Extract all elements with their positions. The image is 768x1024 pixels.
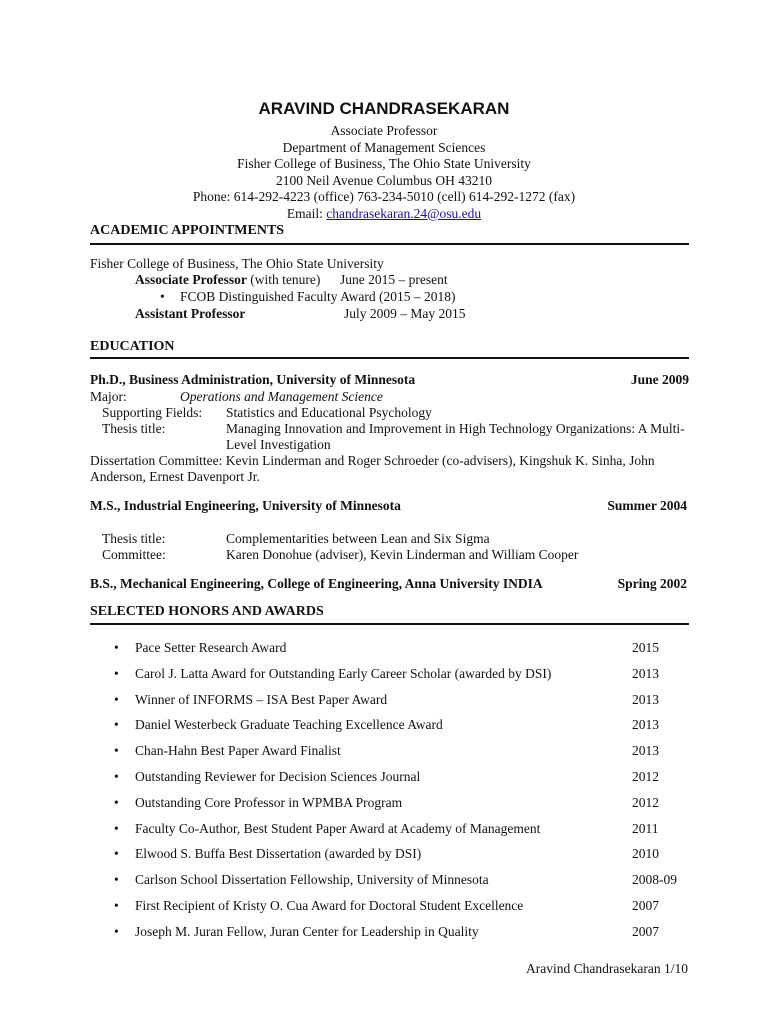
award-year: 2012 [632, 768, 659, 784]
award-item [90, 741, 690, 767]
bullet: • [114, 717, 119, 733]
bullet: • [114, 897, 119, 913]
author-address: 2100 Neil Avenue Columbus OH 43210 [275, 172, 493, 188]
award-item [90, 896, 690, 922]
appointment-award [90, 289, 690, 306]
education-section [90, 338, 690, 356]
fields-value: Statistics and Educational Psychology [226, 405, 432, 420]
awards-list [90, 638, 690, 948]
thesis-label: Thesis title: [102, 421, 166, 436]
faculty-award: FCOB Distinguished Faculty Award (2015 – 2018) [180, 289, 456, 304]
award-name: Winner of INFORMS – ISA Best Paper Award [135, 691, 388, 707]
appointments-section [90, 222, 690, 240]
phd-fields [90, 405, 690, 421]
award-name: Carol J. Latta Award for Outstanding Early Career Scholar (awarded by DSI) [135, 665, 552, 681]
award-item [90, 922, 690, 948]
bullet: • [114, 923, 119, 939]
author-college: Fisher College of Business, The Ohio State University [237, 156, 531, 171]
assistant-professor-dates: July 2009 – May 2015 [344, 306, 466, 321]
bullet: • [114, 768, 119, 784]
award-item [90, 664, 690, 690]
education-bs [90, 576, 690, 593]
section-divider [90, 243, 689, 245]
major-value: Operations and Management Science [180, 389, 383, 404]
bullet: • [114, 640, 119, 655]
appointment-associate [90, 272, 690, 289]
author-email-line [0, 206, 768, 223]
award-name: Outstanding Reviewer for Decision Sciences Journal [135, 768, 421, 784]
ms-thesis-label: Thesis title: [102, 531, 166, 546]
bs-date: Spring 2002 [617, 576, 687, 591]
award-item [90, 819, 690, 845]
award-year: 2007 [632, 923, 659, 939]
cv-header [0, 98, 768, 222]
award-year: 2011 [632, 820, 659, 836]
fields-label: Supporting Fields: [102, 405, 203, 420]
award-name: Elwood S. Buffa Best Dissertation (awarded by DSI) [135, 846, 422, 862]
bullet: • [114, 665, 119, 681]
assistant-professor-title: Assistant Professor [135, 306, 246, 321]
ms-thesis-value: Complementarities between Lean and Six Sigma [226, 531, 490, 546]
phd-thesis [90, 421, 690, 437]
award-item [90, 715, 690, 741]
ms-committee-value: Karen Donohue (adviser), Kevin Linderman and William Cooper [226, 547, 579, 562]
section-divider [90, 357, 689, 359]
award-year: 2007 [632, 897, 659, 913]
appointments-heading: ACADEMIC APPOINTMENTS [90, 223, 285, 238]
phd-committee-line1: Dissertation Committee: Kevin Linderman and Roger Schroeder (co-advisers), Kingshuk K. Sinha, John [90, 453, 655, 468]
honors-heading: SELECTED HONORS AND AWARDS [90, 604, 324, 619]
ms-date: Summer 2004 [607, 498, 687, 513]
award-name: Outstanding Core Professor in WPMBA Program [135, 794, 403, 810]
phd-major [90, 389, 690, 405]
bullet: • [114, 794, 119, 810]
ms-committee-label: Committee: [102, 547, 166, 562]
phd-committee-line2: Anderson, Ernest Davenport Jr. [90, 469, 260, 484]
bullet: • [114, 872, 119, 888]
phd-degree: Ph.D., Business Administration, University of Minnesota [90, 372, 416, 387]
award-item [90, 870, 690, 896]
award-name: Pace Setter Research Award [135, 640, 287, 655]
email-label: Email: [286, 205, 327, 221]
phd-thesis-cont [90, 437, 690, 453]
bullet: • [114, 691, 119, 707]
bs-row [90, 576, 690, 593]
education-phd [90, 372, 690, 485]
bullet: • [114, 743, 119, 759]
associate-professor-title: Associate Professor [135, 272, 247, 287]
author-title: Associate Professor [330, 123, 438, 138]
education-ms [90, 498, 690, 515]
appointment-institution: Fisher College of Business, The Ohio State University [90, 256, 384, 271]
education-ms-details [90, 531, 690, 563]
page-footer: Aravind Chandrasekaran 1/10 [526, 961, 688, 976]
award-item [90, 844, 690, 870]
ms-degree: M.S., Industrial Engineering, University of Minnesota [90, 498, 401, 513]
award-name: Carlson School Dissertation Fellowship, University of Minnesota [135, 872, 489, 888]
award-year: 2013 [632, 717, 659, 733]
appointments-body [90, 256, 690, 323]
ms-thesis [90, 531, 690, 547]
award-name: Daniel Westerbeck Graduate Teaching Excellence Award [135, 717, 443, 733]
author-phone: Phone: 614-292-4223 (office) 763-234-5010 (cell) 614-292-1272 (fax) [192, 189, 576, 204]
appointment-assistant [90, 306, 690, 323]
award-year: 2010 [632, 846, 659, 862]
education-heading: EDUCATION [90, 339, 175, 354]
bullet: • [160, 289, 165, 304]
award-item [90, 767, 690, 793]
award-name: Joseph M. Juran Fellow, Juran Center for Leadership in Quality [135, 923, 479, 939]
bullet: • [114, 820, 119, 836]
ms-committee [90, 547, 690, 563]
associate-professor-dates: June 2015 – present [340, 272, 448, 287]
award-item [90, 690, 690, 716]
award-name: Faculty Co-Author, Best Student Paper Award at Academy of Management [135, 820, 541, 836]
email-link[interactable]: chandrasekaran.24@osu.edu [326, 205, 482, 221]
thesis-value-line1: Managing Innovation and Improvement in High Technology Organizations: A Multi- [226, 421, 685, 436]
bs-degree: B.S., Mechanical Engineering, College of Engineering, Anna University INDIA [90, 576, 543, 591]
ms-row [90, 498, 690, 515]
award-item [90, 793, 690, 819]
author-department: Department of Management Sciences [282, 139, 486, 155]
associate-professor-note: (with tenure) [246, 272, 321, 287]
award-name: Chan-Hahn Best Paper Award Finalist [135, 743, 341, 759]
phd-date: June 2009 [630, 372, 689, 387]
major-label: Major: [90, 389, 127, 404]
award-item [90, 638, 690, 664]
phd-row [90, 372, 690, 389]
award-name: First Recipient of Kristy O. Cua Award for Doctoral Student Excellence [135, 897, 524, 913]
section-divider [90, 623, 689, 625]
award-year: 2013 [632, 665, 659, 681]
award-year: 2013 [632, 743, 659, 759]
award-year: 2013 [632, 691, 659, 707]
honors-section [90, 603, 690, 621]
award-year: 2015 [632, 640, 659, 655]
bullet: • [114, 846, 119, 862]
award-year: 2008-09 [632, 872, 677, 888]
thesis-value-line2: Level Investigation [226, 437, 331, 452]
award-year: 2012 [632, 794, 659, 810]
author-name: ARAVIND CHANDRASEKARAN [258, 99, 510, 118]
